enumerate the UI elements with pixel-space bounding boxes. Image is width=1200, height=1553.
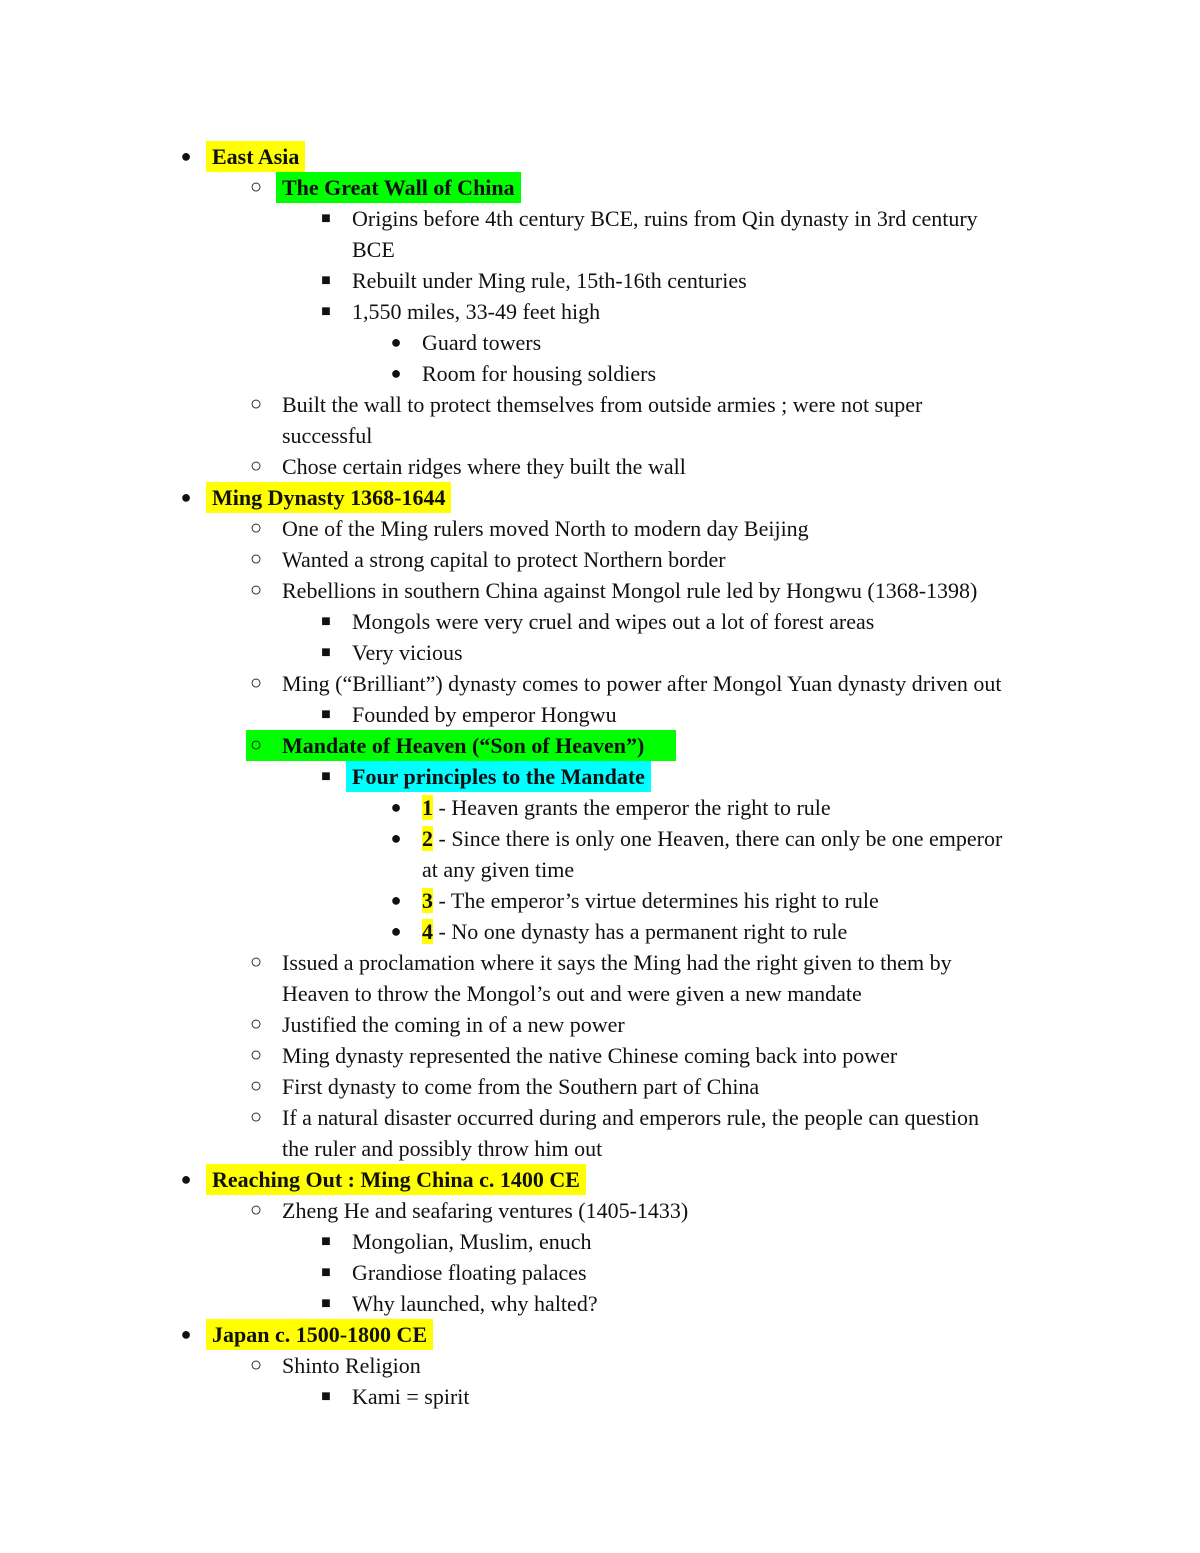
list-item: Kami = spirit (352, 1384, 470, 1409)
heading-reaching-out: Reaching Out : Ming China c. 1400 CE (212, 1164, 586, 1195)
list-item: Chose certain ridges where they built the wall (282, 454, 686, 479)
list-item-continuation: successful (282, 423, 373, 448)
level4-bullet-icon: ● (390, 921, 402, 941)
principle-item: 3 - The emperor’s virtue determines his right to rule (422, 888, 879, 913)
list-item: Wanted a strong capital to protect Northern border (282, 547, 726, 572)
list-item: Guard towers (422, 330, 542, 355)
principle-number: 4 (422, 919, 433, 944)
level3-bullet-icon: ■ (321, 706, 331, 723)
principle-number: 3 (422, 888, 433, 913)
list-item-continuation: BCE (352, 237, 395, 262)
level3-bullet-icon: ■ (321, 768, 331, 785)
level3-bullet-icon: ■ (321, 210, 331, 227)
level1-bullet-icon: ● (180, 1324, 192, 1344)
level2-bullet-icon: ○ (249, 517, 263, 539)
level4-bullet-icon: ● (390, 332, 402, 352)
list-item: Mongols were very cruel and wipes out a lot of forest areas (352, 609, 875, 634)
level2-bullet-icon: ○ (249, 1106, 263, 1128)
list-item: Mongolian, Muslim, enuch (352, 1229, 592, 1254)
subheading-four-principles: Four principles to the Mandate (352, 761, 651, 792)
list-item: Ming dynasty represented the native Chinese coming back into power (282, 1043, 898, 1068)
level2-bullet-icon: ○ (249, 1199, 263, 1221)
level2-bullet-icon: ○ (249, 1354, 263, 1376)
level3-bullet-icon: ■ (321, 613, 331, 630)
level4-bullet-icon: ● (390, 797, 402, 817)
list-item: One of the Ming rulers moved North to modern day Beijing (282, 516, 809, 541)
level3-bullet-icon: ■ (321, 272, 331, 289)
level2-bullet-icon: ○ (249, 951, 263, 973)
level2-bullet-icon: ○ (249, 393, 263, 415)
heading-east-asia: East Asia (212, 141, 305, 172)
subheading-mandate-of-heaven: Mandate of Heaven (“Son of Heaven”) (282, 733, 645, 758)
level1-bullet-icon: ● (180, 487, 192, 507)
list-item: Issued a proclamation where it says the Ming had the right given to them by (282, 950, 952, 975)
level1-bullet-icon: ● (180, 1169, 192, 1189)
level2-bullet-icon: ○ (249, 734, 263, 756)
level2-bullet-icon: ○ (249, 579, 263, 601)
level3-bullet-icon: ■ (321, 1295, 331, 1312)
list-item-continuation: the ruler and possibly throw him out (282, 1136, 603, 1161)
subheading-great-wall: The Great Wall of China (282, 172, 521, 203)
list-item: Origins before 4th century BCE, ruins from Qin dynasty in 3rd century (352, 206, 978, 231)
level4-bullet-icon: ● (390, 363, 402, 383)
list-item: Founded by emperor Hongwu (352, 702, 617, 727)
principle-item: 1 - Heaven grants the emperor the right to rule (422, 795, 831, 820)
level2-bullet-icon: ○ (249, 1013, 263, 1035)
level3-bullet-icon: ■ (321, 1264, 331, 1281)
level3-bullet-icon: ■ (321, 303, 331, 320)
list-item: Zheng He and seafaring ventures (1405-1433) (282, 1198, 689, 1223)
level2-bullet-icon: ○ (249, 1044, 263, 1066)
level2-bullet-icon: ○ (249, 176, 263, 198)
list-item: Ming (“Brilliant”) dynasty comes to power after Mongol Yuan dynasty driven out (282, 671, 1002, 696)
list-item: Very vicious (352, 640, 463, 665)
principle-number: 1 (422, 795, 433, 820)
list-item: Grandiose floating palaces (352, 1260, 587, 1285)
list-item: Room for housing soldiers (422, 361, 657, 386)
list-item: Why launched, why halted? (352, 1291, 598, 1316)
level1-bullet-icon: ● (180, 146, 192, 166)
level3-bullet-icon: ■ (321, 1388, 331, 1405)
list-item: Rebuilt under Ming rule, 15th-16th centuries (352, 268, 747, 293)
list-item: Built the wall to protect themselves from outside armies ; were not super (282, 392, 923, 417)
heading-japan: Japan c. 1500-1800 CE (212, 1319, 433, 1350)
level4-bullet-icon: ● (390, 828, 402, 848)
level2-bullet-icon: ○ (249, 455, 263, 477)
principle-item-continuation: at any given time (422, 857, 575, 882)
list-item: Justified the coming in of a new power (282, 1012, 625, 1037)
principle-item: 4 - No one dynasty has a permanent right to rule (422, 919, 848, 944)
level3-bullet-icon: ■ (321, 644, 331, 661)
heading-ming-dynasty: Ming Dynasty 1368-1644 (212, 482, 451, 513)
list-item-continuation: Heaven to throw the Mongol’s out and were given a new mandate (282, 981, 862, 1006)
principle-number: 2 (422, 826, 433, 851)
level4-bullet-icon: ● (390, 890, 402, 910)
level3-bullet-icon: ■ (321, 1233, 331, 1250)
level2-bullet-icon: ○ (249, 548, 263, 570)
list-item: Shinto Religion (282, 1353, 421, 1378)
list-item: If a natural disaster occurred during and emperors rule, the people can question (282, 1105, 980, 1130)
list-item: First dynasty to come from the Southern part of China (282, 1074, 760, 1099)
level2-bullet-icon: ○ (249, 1075, 263, 1097)
list-item: 1,550 miles, 33-49 feet high (352, 299, 601, 324)
list-item: Rebellions in southern China against Mongol rule led by Hongwu (1368-1398) (282, 578, 978, 603)
principle-item: 2 - Since there is only one Heaven, there can only be one emperor (422, 826, 1003, 851)
level2-bullet-icon: ○ (249, 672, 263, 694)
